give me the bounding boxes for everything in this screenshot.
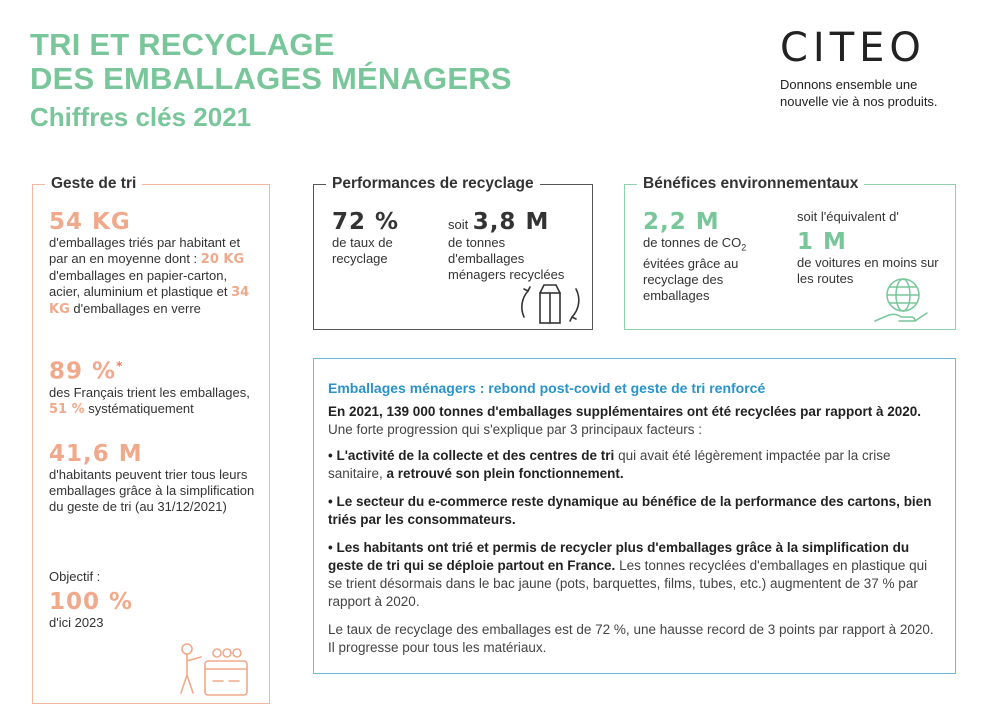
bullet1-bold-a: • L'activité de la collecte et des centres de tri — [328, 448, 615, 463]
title-line-1: TRI ET RECYCLAGE — [30, 27, 335, 62]
stat1-value: 54 KG — [49, 209, 131, 235]
geste-title: Geste de tri — [45, 174, 142, 194]
geste-de-tri-box — [32, 175, 270, 704]
co2-text-b: évitées grâce au recyclage des emballages — [643, 255, 739, 303]
tonnes-value: 3,8 M — [472, 209, 550, 235]
bullet2-bold: • Le secteur du e-commerce reste dynamique au bénéfice de la performance des cartons, bien triés par les consommateurs. — [328, 494, 932, 527]
equiv-text: soit l'équivalent d' — [797, 209, 899, 224]
article-box — [313, 358, 956, 674]
tonnes-prefix: soit — [448, 217, 469, 232]
stat1-value-34kg: 34 KG — [49, 285, 250, 317]
tagline-line-1: Donnons ensemble une — [780, 77, 918, 92]
bullet1-text: qui avait été légèrement impactée par la crise sanitaire, — [328, 448, 891, 481]
stat2-number: 89 % — [49, 358, 117, 385]
stat2-value-51pct: 51 % — [49, 401, 85, 417]
objective-text: d'ici 2023 — [49, 615, 104, 630]
bullet-habitants — [328, 539, 938, 611]
co2-subscript: 2 — [741, 242, 747, 253]
stat-54kg — [49, 209, 261, 318]
tonnes-text: de tonnes d'emballages ménagers recyclées — [448, 235, 565, 282]
cars-value: 1 M — [797, 229, 847, 255]
bullet3-bold: • Les habitants ont trié et permis de recycler plus d'emballages grâce à la simplification du geste de tri qui se déploie partout en France. — [328, 540, 910, 573]
perf-title: Performances de recyclage — [326, 174, 540, 194]
intro-bold: En 2021, 139 000 tonnes d'emballages supplémentaires ont été recyclées par rapport à 2020. — [328, 404, 921, 419]
tagline-line-2: nouvelle vie à nos produits. — [780, 94, 938, 109]
stat1-text-b: d'emballages en papier-carton, acier, aluminium et plastique et — [49, 268, 228, 299]
stat1-text-c: d'emballages en verre — [73, 301, 201, 316]
performances-box — [313, 175, 593, 330]
recycling-rate — [332, 209, 428, 267]
objective-value: 100 % — [49, 589, 134, 615]
globe-hand-icon — [871, 275, 933, 329]
article-heading: Emballages ménagers : rebond post-covid et geste de tri renforcé — [328, 380, 766, 396]
recycled-tonnes — [448, 209, 568, 283]
bullet-collecte — [328, 447, 938, 483]
sorting-person-icon — [173, 639, 255, 699]
title-line-2: DES EMBALLAGES MÉNAGERS — [30, 61, 512, 96]
stat2-text-b: systématiquement — [88, 400, 194, 416]
stat-41m — [49, 441, 261, 515]
benefices-box — [624, 175, 956, 330]
stat1-text-a: d'emballages triés par habitant et par an en moyenne dont : — [49, 235, 241, 266]
intro-text: Une forte progression qui s'explique par 3 principaux facteurs : — [328, 422, 703, 437]
article-intro — [328, 403, 938, 439]
objective-label: Objectif : — [49, 569, 101, 584]
bullet-ecommerce — [328, 493, 938, 529]
bullet1-bold-b: a retrouvé son plein fonctionnement. — [386, 466, 624, 481]
stat3-description: d'habitants peuvent trier tous leurs emballages grâce à la simplification du geste de tri (au 31/12/2021) — [49, 467, 255, 514]
stat1-description — [49, 235, 261, 318]
co2-text-a: de tonnes de CO — [643, 235, 742, 250]
tonnes-line — [448, 209, 568, 235]
co2-value: 2,2 M — [643, 209, 720, 235]
citeo-logo — [780, 25, 938, 110]
article-content — [328, 379, 938, 667]
stat2-value — [49, 353, 261, 385]
objective — [49, 569, 261, 631]
stat2-description — [49, 385, 261, 418]
co2-saved — [643, 209, 783, 304]
recycling-carton-icon — [514, 277, 586, 329]
subtitle: Chiffres clés 2021 — [30, 102, 252, 132]
stat2-asterisk: * — [116, 359, 124, 373]
env-title: Bénéfices environnementaux — [637, 174, 864, 194]
page-title — [30, 28, 512, 132]
stat1-value-20kg: 20 KG — [200, 252, 245, 267]
rate-value: 72 % — [332, 209, 400, 235]
article-conclusion: Le taux de recyclage des emballages est de 72 %, une hausse record de 3 points par rapport à 2020. Il progresse pour tous les matériaux. — [328, 622, 934, 655]
stat-89pct — [49, 353, 261, 418]
stat2-text-a: des Français trient les emballages, — [49, 384, 250, 400]
co2-text — [643, 235, 783, 304]
logo-tagline — [780, 76, 938, 110]
logo-wordmark: CITEO — [780, 25, 926, 71]
bullet3-text: Les tonnes recyclées d'emballages en plastique qui se trient désormais dans le bac jaune (pots, barquettes, films, tubes, etc.) augmentent de 37 % par rapport à 2020. — [328, 558, 928, 609]
cars-text: de voitures en moins sur les routes — [797, 255, 939, 286]
rate-text: de taux de recyclage — [332, 235, 393, 266]
stat3-value: 41,6 M — [49, 441, 143, 467]
